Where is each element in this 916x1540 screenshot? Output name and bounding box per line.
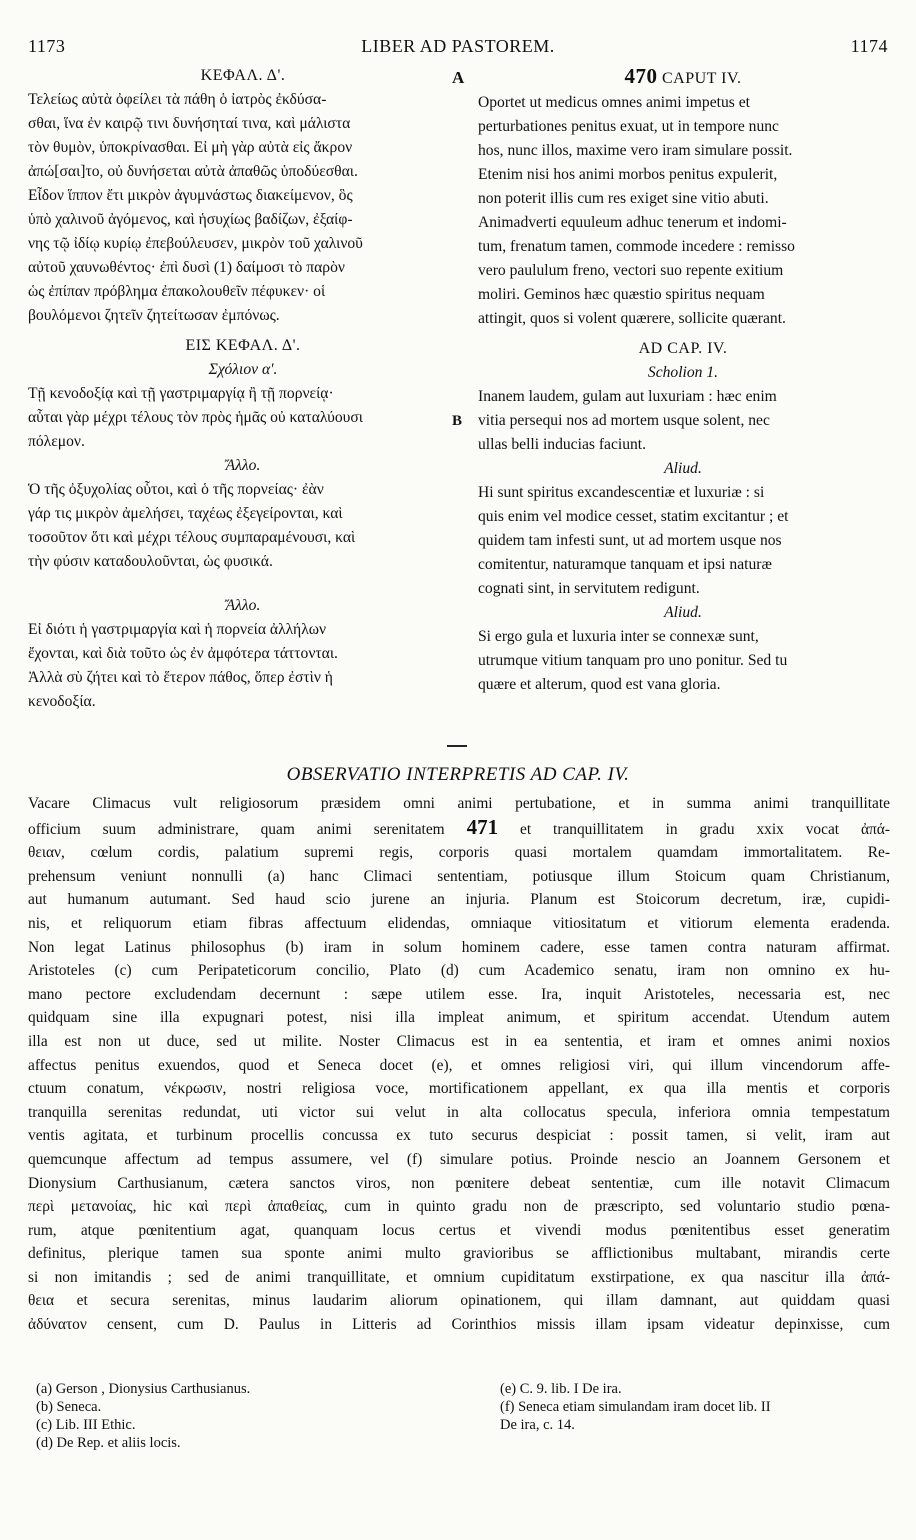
inline-column-number: 471 bbox=[466, 814, 499, 839]
observatio-line: θειαν, cœlum cordis, palatium supremi regis, corporis quasi mortalem quamdam immortalitatem. Re- bbox=[28, 844, 890, 862]
footnote: De ira, c. 14. bbox=[500, 1417, 575, 1433]
latin-line: Etenim nisi hos animi morbos penitus expulerit, bbox=[478, 166, 778, 183]
greek-allo-line: κενοδοξία. bbox=[28, 693, 96, 710]
greek-allo-line: ἔχονται, καὶ διὰ τοῦτο ὡς ἐν ἀμφότερα τάττονται. bbox=[28, 645, 338, 662]
latin-line: moliri. Geminos hæc quæstio spiritus nequam bbox=[478, 286, 765, 303]
latin-line: attingit, quos si volent quærere, sollicite quærant. bbox=[478, 310, 786, 327]
latin-line: vero paululum freno, vectori suo repente exitium bbox=[478, 262, 784, 279]
latin-aliud-line: comitentur, naturamque tanquam et ipsi naturæ bbox=[478, 556, 772, 573]
greek-line: Τελείως αὐτὰ ὀφείλει τὰ πάθη ὁ ἰατρὸς ἐκδύσα- bbox=[28, 91, 327, 108]
observatio-line: quidquam sine illa expugnari potest, nisi illa impleat animum, et spiritum accendat. Utendum autem bbox=[28, 1009, 890, 1027]
latin-line: perturbationes penitus exuat, ut in tempore nunc bbox=[478, 118, 779, 135]
latin-aliud-line: Hi sunt spiritus excandescentiæ et luxuriæ : si bbox=[478, 484, 765, 501]
column-number: 470 bbox=[624, 64, 658, 88]
greek-allo-title: Ἄλλο. bbox=[225, 457, 261, 474]
greek-allo-line: Ἀλλὰ σὺ ζήτει καὶ τὸ ἕτερον πάθος, ὅπερ ἐστὶν ἡ bbox=[28, 669, 333, 686]
margin-letter-a: A bbox=[452, 68, 465, 87]
latin-scholion-title: Scholion 1. bbox=[647, 364, 719, 381]
observatio-line: quemcunque affectum ad tempus assumere, vel (f) simulare potius. Proinde nescio an Joannem Gersonem et bbox=[28, 1150, 890, 1168]
observatio-line: mano pectore excludendam decernunt : sæpe utilem esse. Ira, inquit Aristoteles, necessaria est, nec bbox=[28, 985, 890, 1003]
footnote: (a) Gerson , Dionysius Carthusianus. bbox=[36, 1381, 251, 1397]
observatio-line: Non legat Latinus philosophus (b) iram in solum hominem cadere, esse tamen contra naturam affirmat. bbox=[28, 938, 890, 956]
greek-allo-line: γάρ τις μικρὸν ἀμελήσει, ταχέως ἐξεγείρονται, καὶ bbox=[28, 505, 343, 522]
observatio-line: prehensum veniunt nonnulli (a) hanc Climaci sententiam, potiusque illum Stoicum quam Christianum, bbox=[28, 867, 890, 885]
observatio-line: nis, et reliquorum etiam fibras affectuum elidendas, omniaque vitiositatum et vitiorum elementa eradenda. bbox=[28, 914, 890, 932]
observatio-line: περὶ μετανοίας, hic καὶ περὶ ἀπαθείας, cum in quinto gradu non de præscripto, sed voluntario studio pœna- bbox=[28, 1198, 890, 1216]
observatio-title: OBSERVATIO INTERPRETIS AD CAP. IV. bbox=[286, 764, 630, 785]
greek-scholia-heading: ΕΙΣ ΚΕΦΑΛ. Δ'. bbox=[185, 337, 301, 354]
observatio-line: affectus penitus exuendos, quod et Seneca docet (e), et omnes religiosi viri, qui illum vincendorum affe- bbox=[28, 1056, 890, 1074]
observatio-line: definitus, plerique tamen sua sponte animi multo gravioribus se afflictionibus multabant, mirandis certe bbox=[28, 1245, 890, 1263]
observatio-line: si non imitandis ; sed de animi tranquillitate, et omnium cupiditatum exstirpatione, ex qua nascitur illa ἀπά- bbox=[28, 1268, 890, 1286]
latin-aliud-line: cognati sint, in servitutem redigunt. bbox=[478, 580, 700, 597]
observatio-line: tranquilla serenitas redundat, uti victor sui velut in alta collocatus specula, inferiora omnia tempestatum bbox=[28, 1103, 890, 1121]
footnotes-left bbox=[36, 1380, 250, 1452]
latin-chapter-heading bbox=[478, 64, 888, 91]
latin-aliud-title: Aliud. bbox=[664, 460, 702, 477]
margin-letter-b: B bbox=[452, 413, 463, 429]
latin-scholia-heading: AD CAP. IV. bbox=[638, 340, 728, 357]
greek-scholion-line: πόλεμον. bbox=[28, 433, 85, 450]
latin-column bbox=[478, 64, 888, 697]
observatio-line: Aristoteles (c) cum Peripateticorum concilio, Plato (d) cum Academico senatu, iram non omnino ex hu- bbox=[28, 962, 890, 980]
observatio-line: ctuum conatum, νέκρωσιν, nostri religiosa voce, mortificationem appellant, ex qua illa mentis et corporis bbox=[28, 1080, 890, 1098]
footnotes-right bbox=[500, 1380, 771, 1434]
greek-allo-title: Ἄλλο. bbox=[225, 597, 261, 614]
latin-line: non poterit illis cum res exiget sine vitio abuti. bbox=[478, 190, 769, 207]
greek-line: αὐτοῦ χαυνωθέντος· ἐπὶ δυσὶ (1) δαίμοσι τὸ παρὸν bbox=[28, 259, 345, 276]
greek-allo-line: Ὁ τῆς ὀξυχολίας οὗτοι, καὶ ὁ τῆς πορνείας· ἐὰν bbox=[28, 481, 324, 498]
latin-aliud-line: Si ergo gula et luxuria inter se connexæ sunt, bbox=[478, 628, 759, 645]
observatio-body bbox=[28, 792, 890, 1337]
running-title: LIBER AD PASTOREM. bbox=[361, 36, 555, 56]
greek-scholion-line: Τῇ κενοδοξίᾳ καὶ τῇ γαστριμαργίᾳ ἢ τῇ πορνείᾳ· bbox=[28, 385, 334, 402]
latin-line: tum, frenatum tamen, commode incedere : remisso bbox=[478, 238, 795, 255]
greek-allo-line: τοσοῦτον ὅτι καὶ μέχρι τέλους συμπαραμένουσι, καὶ bbox=[28, 529, 356, 546]
observatio-line: rum, atque pœnitentium agat, quanquam locus certus et vivendi modus pœnitentibus esset generatim bbox=[28, 1221, 890, 1239]
latin-aliud-line: utrumque vitium tanquam pro uno ponitur. Sed tu bbox=[478, 652, 788, 669]
greek-line: ἀπώ[σαι]το, οὐ δυνήσεται αὐτὰ ἀπαθῶς ὑποδύεσθαι. bbox=[28, 163, 358, 180]
footnote: (f) Seneca etiam simulandam iram docet lib. II bbox=[500, 1399, 771, 1415]
observatio-line-part: officium suum administrare, quam animi serenitatem bbox=[28, 820, 445, 838]
latin-scholion-line: vitia persequi nos ad mortem usque solent, nec bbox=[478, 412, 770, 429]
latin-aliud-line: quære et alterum, quod est vana gloria. bbox=[478, 676, 721, 693]
greek-line: ὑπὸ χαλινοῦ ἀγόμενος, καὶ ἡσυχίως βαδίζων, ἐξαίφ- bbox=[28, 211, 353, 228]
latin-scholion-line: Inanem laudem, gulam aut luxuriam : hæc enim bbox=[478, 388, 777, 405]
observatio-line: ἀδύνατον censent, cum D. Paulus in Litteris ad Corinthios missis illam ipsam videatur depinxisse, cum bbox=[28, 1316, 890, 1334]
observatio-line-part: et tranquillitatem in gradu xxix vocat ἀπά- bbox=[520, 820, 890, 838]
observatio-line: ventis agitata, et turbinum procellis concussa ex tuto securus despiciat : possit tamen, si velit, iram aut bbox=[28, 1127, 890, 1145]
greek-line: σθαι, ἵνα ἐν καιρῷ τινι δυνήσηταί τινα, καὶ μάλιστα bbox=[28, 115, 351, 132]
observatio-line: illa est non ut duce, sed ut milite. Noster Climacus est in ea sententia, et iram et omnes animi noxios bbox=[28, 1032, 890, 1050]
greek-scholion-line: αὗται γὰρ μέχρι τέλους τὸν πρὸς ἡμᾶς οὐ καταλύουσι bbox=[28, 409, 363, 426]
greek-line: βουλόμενοι ζητεῖν ζητείτωσαν ἐμπόνως. bbox=[28, 307, 280, 324]
footnote: (b) Seneca. bbox=[36, 1399, 102, 1415]
greek-line: τὸν θυμὸν, ὑποκρίνασθαι. Εἰ μὴ γὰρ αὐτὰ εἰς ἄκρον bbox=[28, 139, 353, 156]
latin-line: Animadverti equuleum adhuc tenerum et indomi- bbox=[478, 214, 787, 231]
greek-allo-line: τὴν φύσιν καταδουλοῦνται, ὡς φυσικά. bbox=[28, 553, 273, 570]
greek-line: νης τῷ ἰδίῳ κυρίῳ ἐπεβούλευσεν, μικρὸν τοῦ χαλινοῦ bbox=[28, 235, 363, 252]
observatio-line: Dionysium Carthusianum, cætera sanctos viros, non pœnitere debeat sententiæ, cum ille notavit Climacum bbox=[28, 1174, 890, 1192]
greek-column bbox=[28, 64, 458, 714]
greek-scholion-title: Σχόλιον α'. bbox=[208, 361, 278, 378]
latin-chapter-title: CAPUT IV. bbox=[662, 70, 742, 87]
latin-scholion-line: ullas belli inducias faciunt. bbox=[478, 436, 647, 453]
latin-line: Oportet ut medicus omnes animi impetus et bbox=[478, 94, 750, 111]
greek-line: Εἶδον ἵππον ἔτι μικρὸν ἀγυμνάστως διακείμενον, ὃς bbox=[28, 187, 353, 204]
observatio-line: Vacare Climacus vult religiosorum præsidem omni animi pertubatione, et in summa animi tranquillitate bbox=[28, 795, 890, 812]
greek-line: ὡς ἐπίπαν πρόβλημα ἐπακολουθεῖν πέφυκεν· οἱ bbox=[28, 283, 326, 300]
greek-allo-line: Εἰ διότι ἡ γαστριμαργία καὶ ἡ πορνεία ἀλλήλων bbox=[28, 621, 327, 638]
section-divider bbox=[447, 745, 467, 747]
page-number-right: 1174 bbox=[850, 36, 888, 56]
latin-aliud-title: Aliud. bbox=[664, 604, 702, 621]
observatio-line bbox=[28, 816, 890, 842]
footnote: (c) Lib. III Ethic. bbox=[36, 1417, 136, 1433]
footnote: (e) C. 9. lib. I De ira. bbox=[500, 1381, 622, 1397]
footnote: (d) De Rep. et aliis locis. bbox=[36, 1435, 181, 1451]
latin-aliud-line: quis enim vel modice cesset, statim excitantur ; et bbox=[478, 508, 789, 525]
observatio-line: θεια et secura serenitas, minus laudarim aliorum opinationem, qui illam damnant, aut quiddam quasi bbox=[28, 1292, 890, 1310]
latin-aliud-line: quidem tam infesti sunt, ut ad mortem usque nos bbox=[478, 532, 782, 549]
observatio-line: aut humanum autumant. Sed haud scio jurene an injuria. Planum est Stoicorum decretum, iræ, cupidi- bbox=[28, 891, 890, 909]
page-number-left: 1173 bbox=[28, 36, 66, 56]
greek-chapter-heading: ΚΕΦΑΛ. Δ'. bbox=[200, 67, 286, 84]
latin-line: hos, nunc illos, maxime vero iram simulare possit. bbox=[478, 142, 793, 159]
